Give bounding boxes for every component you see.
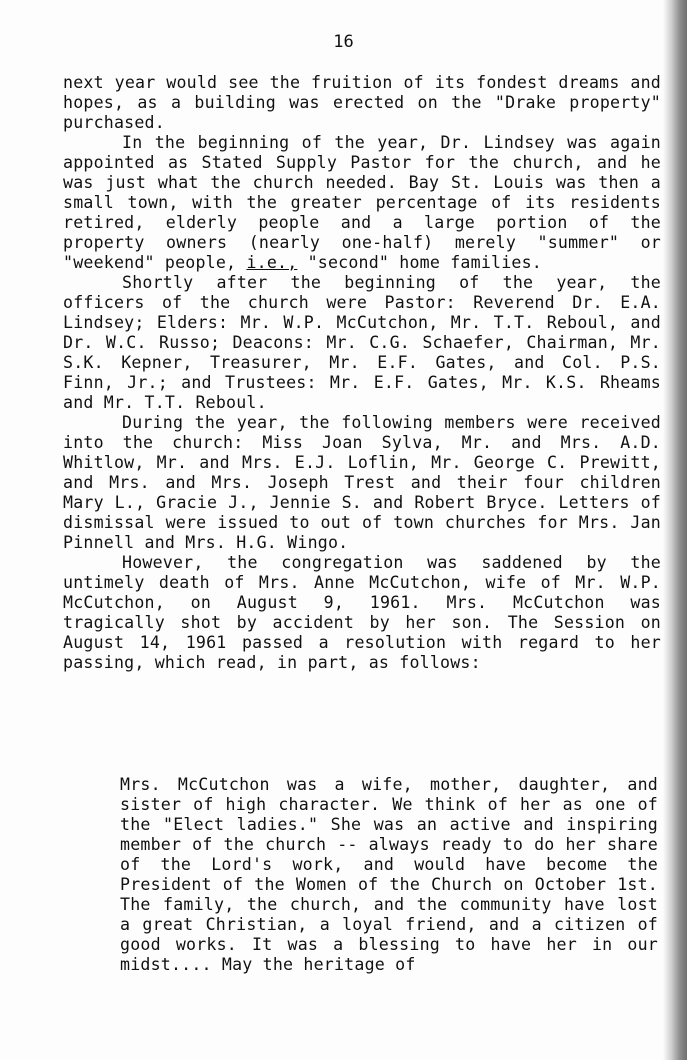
page-number: 16: [333, 32, 354, 52]
paragraph-1: next year would see the fruition of its fondest dreams and hopes, as a building was erected on the "Drake property" purchased.: [63, 73, 661, 132]
paragraph-2-text: In the beginning of the year, Dr. Lindsey was again appointed as Stated Supply Pastor for the church, and he was just what the church needed. Bay St. Louis was then a small town, with the greater percentage of its residents retired, elderly people and a large portion of the property owners (nearly one-half) merely "summer" or "weekend" people,: [63, 133, 661, 272]
quote-text: Mrs. McCutchon was a wife, mother, daughter, and sister of high character. We think of her as one of the "Elect ladies." She was an active and inspiring member of the church -- always ready to do her share of the Lord's work, and would have become the President of the Women of the Church on October 1st. The family, the church, and the community have lost a great Christian, a loyal friend, and a citizen of good works. It was a blessing to have her in our midst.... May the heritage of: [120, 775, 658, 974]
paragraph-4: During the year, the following members were received into the church: Miss Joan Sylva, Mr. and Mrs. A.D. Whitlow, Mr. and Mrs. E.J. Loflin, Mr. George C. Prewitt, and Mrs. and Mrs. Joseph Trest and their four children Mary L., Gracie J., Jennie S. and Robert Bryce. Letters of dismissal were issued to out of town churches for Mrs. Jan Pinnell and Mrs. H.G. Wingo.: [63, 413, 661, 552]
paragraph-2: [63, 133, 661, 273]
block-quote: [120, 775, 658, 975]
paragraph-2-text-end: "second" home families.: [297, 253, 542, 272]
paragraph-3: Shortly after the beginning of the year, the officers of the church were Pastor: Reverend Dr. E.A. Lindsey; Elders: Mr. W.P. McCutchon, Mr. T.T. Reboul, and Dr. W.C. Russo; Deacons: Mr. C.G. Schaefer, Chairman, Mr. S.K. Kepner, Treasurer, Mr. E.F. Gates, and Col. P.S. Finn, Jr.; and Trustees: Mr. E.F. Gates, Mr. K.S. Rheams and Mr. T.T. Reboul.: [63, 273, 661, 412]
ie-abbreviation: i.e.,: [246, 253, 298, 272]
body-text: [63, 73, 661, 673]
paragraph-5: However, the congregation was saddened by the untimely death of Mrs. Anne McCutchon, wife of Mr. W.P. McCutchon, on August 9, 1961. Mrs. McCutchon was tragically shot by accident by her son. The Session on August 14, 1961 passed a resolution with regard to her passing, which read, in part, as follows:: [63, 553, 661, 672]
page-edge-shadow: [663, 0, 687, 1060]
